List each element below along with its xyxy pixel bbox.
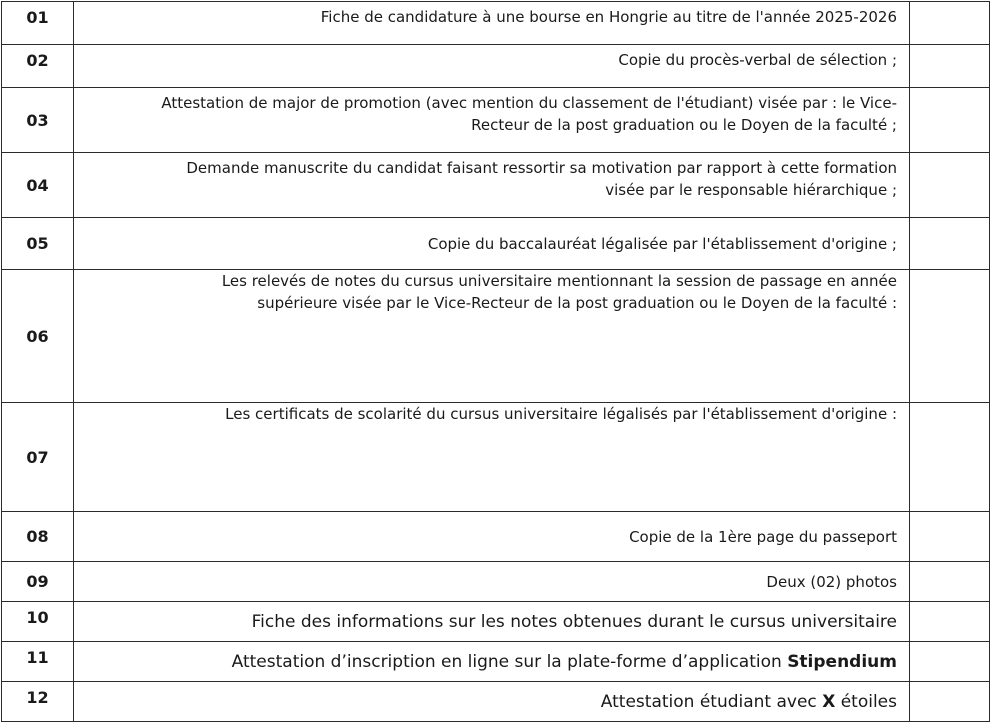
description-line: Les relevés de notes du cursus universitaire mentionnant la session de passage en année — [221, 272, 897, 290]
check-cell[interactable] — [910, 88, 990, 153]
row-number: 10 — [2, 602, 74, 642]
description-line: Attestation de major de promotion (avec mention du classement de l'étudiant) visée par : le Vice- — [161, 94, 897, 112]
table-row — [2, 218, 990, 270]
check-cell[interactable] — [910, 2, 990, 45]
check-cell[interactable] — [910, 512, 990, 562]
stars-count: X — [822, 692, 836, 712]
check-cell[interactable] — [910, 270, 990, 403]
row-description — [74, 270, 910, 403]
check-cell[interactable] — [910, 562, 990, 602]
table-row — [2, 45, 990, 88]
check-cell[interactable] — [910, 45, 990, 88]
row-number: 04 — [2, 153, 74, 218]
row-number: 02 — [2, 45, 74, 88]
description-line: visée par le responsable hiérarchique ; — [605, 181, 897, 199]
row-number: 08 — [2, 512, 74, 562]
table-row — [2, 642, 990, 682]
row-description: Copie de la 1ère page du passeport — [74, 512, 910, 562]
row-number: 07 — [2, 403, 74, 512]
table-row — [2, 2, 990, 45]
table-row — [2, 153, 990, 218]
table-row — [2, 403, 990, 512]
check-cell[interactable] — [910, 153, 990, 218]
row-number: 09 — [2, 562, 74, 602]
check-cell[interactable] — [910, 682, 990, 722]
row-description: Attestation étudiant avec X étoiles — [74, 682, 910, 722]
table-row — [2, 512, 990, 562]
row-description: Attestation d’inscription en ligne sur la plate-forme d’application Stipendium — [74, 642, 910, 682]
row-number: 11 — [2, 642, 74, 682]
row-description: Deux (02) photos — [74, 562, 910, 602]
table-row — [2, 602, 990, 642]
description-line: Demande manuscrite du candidat faisant ressortir sa motivation par rapport à cette formation — [186, 159, 897, 177]
table-row — [2, 562, 990, 602]
row-description — [74, 153, 910, 218]
row-description: Fiche de candidature à une bourse en Hongrie au titre de l'année 2025-2026 — [74, 2, 910, 45]
platform-name: Stipendium — [787, 652, 897, 672]
documents-checklist-table — [1, 1, 990, 722]
row-number: 12 — [2, 682, 74, 722]
row-description — [74, 88, 910, 153]
table-row — [2, 88, 990, 153]
row-number: 03 — [2, 88, 74, 153]
description-line: Recteur de la post graduation ou le Doyen de la faculté ; — [471, 116, 897, 134]
row-number: 06 — [2, 270, 74, 403]
table-row — [2, 682, 990, 722]
row-number: 01 — [2, 2, 74, 45]
check-cell[interactable] — [910, 218, 990, 270]
table-row — [2, 270, 990, 403]
row-description: Les certificats de scolarité du cursus universitaire légalisés par l'établissement d'origine : — [74, 403, 910, 512]
row-description: Copie du procès-verbal de sélection ; — [74, 45, 910, 88]
row-description: Copie du baccalauréat légalisée par l'établissement d'origine ; — [74, 218, 910, 270]
row-description: Fiche des informations sur les notes obtenues durant le cursus universitaire — [74, 602, 910, 642]
check-cell[interactable] — [910, 403, 990, 512]
row-number: 05 — [2, 218, 74, 270]
check-cell[interactable] — [910, 602, 990, 642]
check-cell[interactable] — [910, 642, 990, 682]
description-line: supérieure visée par le Vice-Recteur de la post graduation ou le Doyen de la faculté : — [257, 294, 897, 312]
